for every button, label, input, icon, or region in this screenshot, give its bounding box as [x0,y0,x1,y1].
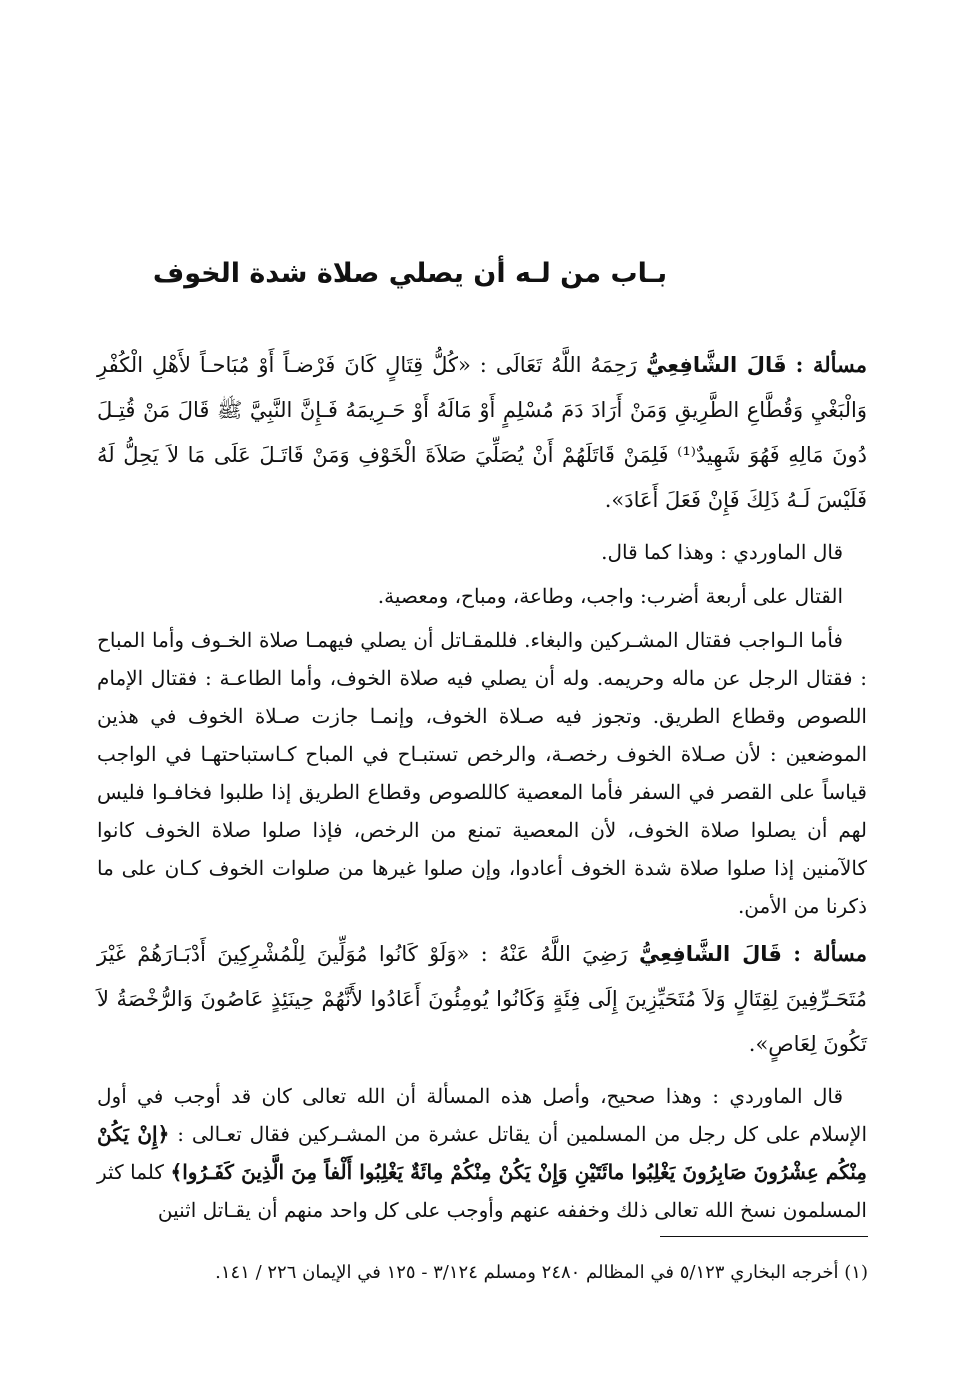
footnote: (١) أخرجه البخاري ٥/١٢٣ في المظالم ٢٤٨٠ ومسلم ٣/١٢٤ - ١٢٥ في الإيمان ٢٢٦ / ١٤١. [215,1262,868,1283]
footnote-divider [660,1236,868,1237]
commentary-1-p2: القتال على أربعة أضرب: واجب، وطاعة، ومباح، ومعصية. [377,584,843,608]
commentary-text: قال الماوردي : وهذا صحيح، وأصل هذه المسألة أن الله تعالى كان قد أوجب في أول الإسلام على كل رجل من المسلمين أن يقاتل عشرة من المشـركين فقال تعـالى : [97,1084,868,1146]
masala-text: رَحِمَهُ اللَّهُ تَعَالَى : «كُلُّ قِتَالٍ كَانَ فَرْضـاً أَوْ مُبَاحـاً لأَهْلِ الْكُفْرِ وَالْبَغْيِ وَقُطَّاعِ الطَّرِيقِ وَمَنْ أَرَادَ دَمَ مُسْلِمٍ أَوْ مَالَهُ أَوْ حَـرِيمَهُ فَـإِنَّ النَّبِيَّ ﷺ قَالَ مَنْ قُتِـلَ دُونَ مَالِهِ فَهُوَ شَهِيدٌ⁽¹⁾ فَلِمَنْ قَاتَلَهُمْ أَنْ يُصَلِّيَ صَلاَةَ الْخَوْفِ وَمَنْ قَاتَـلَ عَلَى مَا لاَ يَحِلُّ لَهُ فَلَيْسَ لَـهُ ذَلِكَ فَإِنْ فَعَلَ أَعَادَ». [97,353,868,512]
commentary-text: كلما كثر المسلمون نسخ الله تعالى ذلك وخففه عنهم وأوجب على كل واحد منهم أن يقـاتل اثنين [97,1160,867,1222]
quran-verse: ﴿إِنْ يَكُنْ مِنْكُم عِشْرُونَ صَابِرُونَ يَغْلِبُوا مائَتَيْنِ وَإِنْ يَكُنْ مِنْكُمْ مِائَةٌ يَغْلِبُوا أَلْفاً مِنَ الَّذِينَ كَفَـرُوا﴾ [97,1122,867,1184]
masala-1 [97,342,867,523]
speaker-shafii: قَالَ الشَّافِعِيُّ [645,353,787,377]
chapter-heading: بـاب من لـه أن يصلي صلاة شدة الخوف [152,258,668,289]
commentary-2 [97,1077,867,1229]
masala-2 [97,931,867,1067]
page-body [97,342,867,1235]
commentary-1-p1: قال الماوردي : وهذا كما قال. [601,540,843,564]
masala-label: مسألة : [793,941,867,966]
speaker-shafii: قَالَ الشَّافِعِيُّ [638,942,782,966]
commentary-1-p3: فأما الـواجب فقتال المشـركين والبغاء. فللمقـاتل أن يصلي فيهمـا صلاة الخـوف وأما المباح : فقتال الرجل عن ماله وحريمه. وله أن يصلي فيه صلاة الخوف، وأما الطاعـة : فقتال الإمام اللصوص وقطاع الطريق. وتجوز فيه صـلاة الخوف، وإنمـا جازت صـلاة الخوف في هذين الموضعين : لأن صـلاة الخوف رخصـة، والرخص تستبـاح في المباح كـاستباحتهـا في الواجب قياساً على القصر في السفر فأما المعصية كاللصوص وقطاع الطريق إذا طلبوا فخافـوا فليس لهم أن يصلوا صلاة الخوف، لأن المعصية تمنع من الرخص، فإذا صلوا صلاة الخوف كانوا كالآمنين إذا صلوا صلاة شدة الخوف أعادوا، وإن صلوا غيرها من صلوات الخوف كـان على ما ذكرنا من الأمن. [97,628,867,918]
masala-text: رَضِيَ اللَّهُ عَنْهُ : «وَلَوْ كَانُوا مُوَلِّينَ لِلْمُشْرِكِينَ أَدْبَـارَهُمْ غَيْرَ مُتَحَـرِّفِينَ لِقِتَالٍ وَلاَ مُتَحَيِّزِينَ إِلَى فِئَةٍ وَكَانُوا يُومِئُونَ أَعَادُوا لأَنَّهُمْ حِينَئِذٍ عَاصُونَ وَالرُّخْصَةُ لاَ تَكُونَ لِعَاصٍ». [97,942,867,1056]
masala-label: مسألة : [795,352,867,377]
